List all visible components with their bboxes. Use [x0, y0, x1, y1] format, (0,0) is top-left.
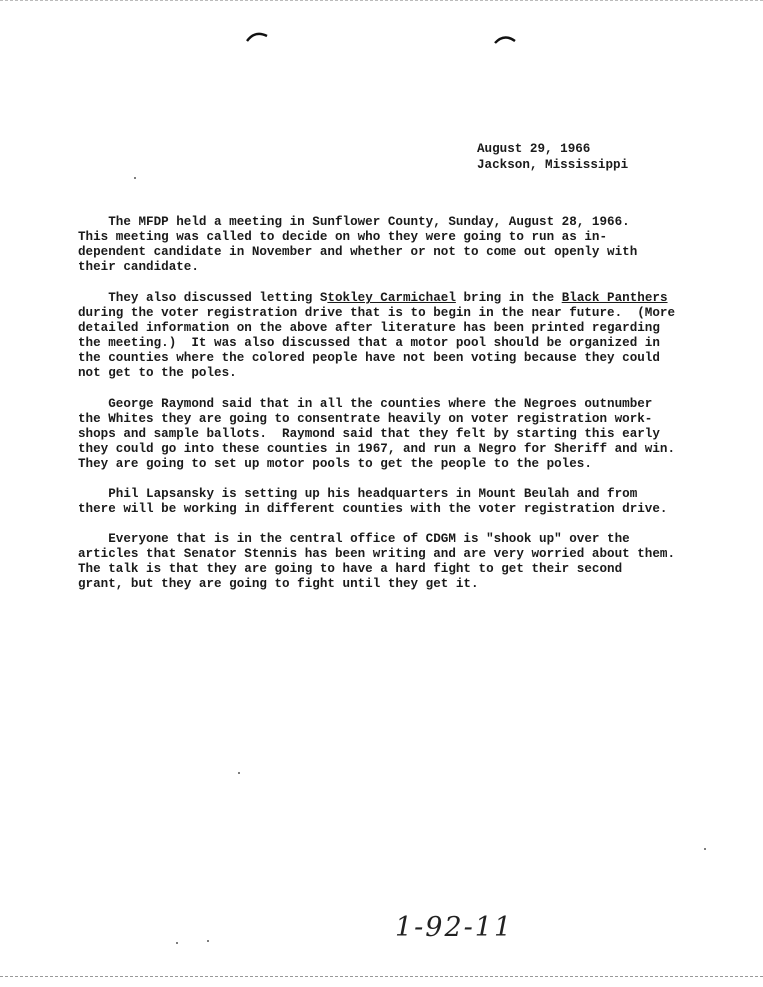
scan-speck — [134, 177, 136, 179]
dateline — [477, 141, 628, 173]
text-line: during the voter registration drive that is to begin in the near future. (More — [78, 306, 676, 320]
paragraph-3 — [78, 397, 678, 472]
text-line: detailed information on the above after literature has been printed regarding — [78, 321, 660, 335]
text-segment: bring in the — [455, 291, 562, 305]
location: Jackson, Mississippi — [477, 158, 629, 172]
underlined-name: tokley Carmichael — [327, 291, 456, 305]
text-line: The talk is that they are going to have a hard fight to get their second — [78, 562, 623, 576]
paragraph-2 — [78, 291, 678, 381]
text-line: dependent candidate in November and whether or not to come out openly with — [78, 245, 638, 259]
paragraph-1 — [78, 215, 678, 275]
paragraph-4 — [78, 487, 678, 517]
text-line: not get to the poles. — [78, 366, 237, 380]
paragraph-5 — [78, 532, 678, 592]
handwritten-file-number: 1-92-11 — [395, 912, 514, 943]
date: August 29, 1966 — [477, 142, 591, 156]
scan-speck — [704, 848, 706, 850]
text-line: their candidate. — [78, 260, 199, 274]
text-line: the counties where the colored people have not been voting because they could — [78, 351, 660, 365]
text-line: They are going to set up motor pools to get the people to the poles. — [78, 457, 592, 471]
hole-punch-mark-right — [494, 33, 516, 45]
text-line: articles that Senator Stennis has been writing and are very worried about them. — [78, 547, 676, 561]
text-line: Phil Lapsansky is setting up his headquarters in Mount Beulah and from — [78, 487, 638, 501]
underlined-group: Black Panthers — [561, 291, 668, 305]
text-line: shops and sample ballots. Raymond said that they felt by starting this early — [78, 427, 660, 441]
text-line — [78, 291, 678, 306]
text-line: the Whites they are going to consentrate heavily on voter registration work- — [78, 412, 653, 426]
text-line: there will be working in different counties with the voter registration drive. — [78, 502, 668, 516]
scan-speck — [207, 940, 209, 942]
scan-top-border — [0, 0, 763, 3]
text-line: This meeting was called to decide on who they were going to run as in- — [78, 230, 608, 244]
scan-bottom-border — [0, 976, 763, 979]
text-line: grant, but they are going to fight until they get it. — [78, 577, 479, 591]
text-line: they could go into these counties in 1967, and run a Negro for Sheriff and win. — [78, 442, 676, 456]
text-segment: They also discussed letting S — [78, 291, 328, 305]
scan-speck — [176, 942, 178, 944]
scan-speck — [238, 772, 240, 774]
hole-punch-mark-left — [246, 30, 268, 42]
text-line: Everyone that is in the central office of CDGM is "shook up" over the — [78, 532, 630, 546]
text-line: the meeting.) It was also discussed that a motor pool should be organized in — [78, 336, 660, 350]
text-line: The MFDP held a meeting in Sunflower County, Sunday, August 28, 1966. — [78, 215, 630, 229]
text-line: George Raymond said that in all the counties where the Negroes outnumber — [78, 397, 653, 411]
